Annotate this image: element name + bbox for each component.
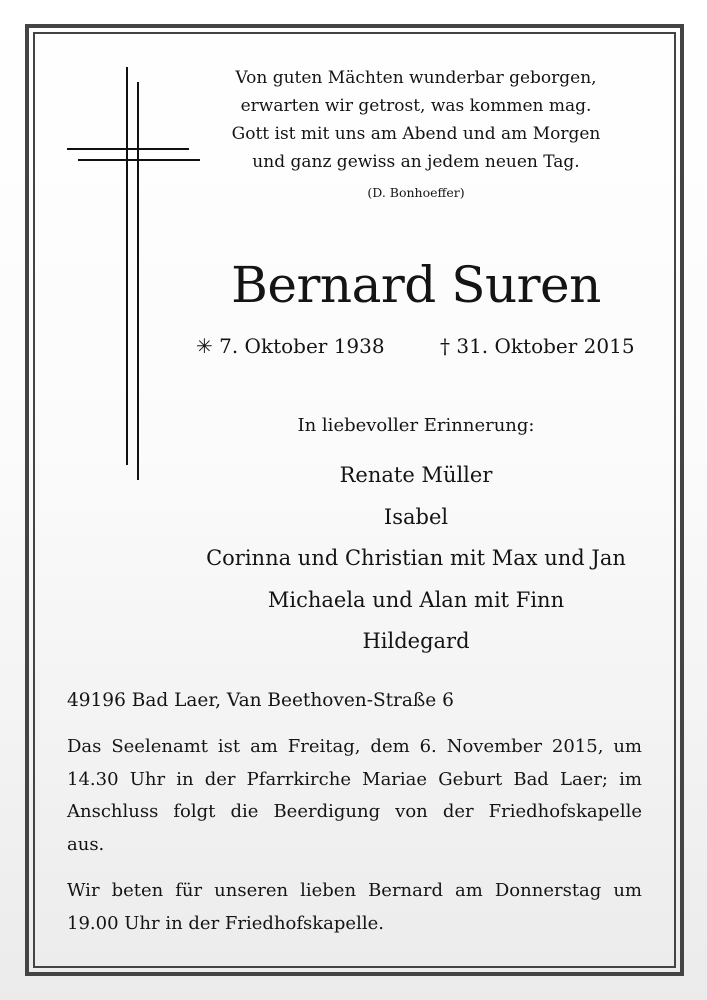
family-address: 49196 Bad Laer, Van Beethoven-Straße 6 [67,690,454,711]
mourners-list [150,455,682,663]
mourner-name: Isabel [383,504,449,529]
mourner-name: Hildegard [362,629,470,653]
poem-line: Von guten Mächten wunderbar geborgen, [235,68,597,88]
poem-line: Gott ist mit uns am Abend und am Morgen [231,124,601,144]
paragraph-line: 19.00 Uhr in der Friedhofskapelle. [67,912,384,934]
cross-vertical-line [137,82,139,480]
deceased-name: Bernard Suren [231,256,601,314]
paragraph-line: Wir beten für unseren lieben Bernard am Donnerstag um [67,880,642,901]
paragraph-line: Anschluss folgt die Beerdigung von der Friedhofskapelle [67,801,642,822]
cross-horizontal-line [78,159,200,161]
poem-line: und ganz gewiss an jedem neuen Tag. [252,152,580,172]
paragraph-line: aus. [67,833,105,855]
death-date: † 31. Oktober 2015 [440,334,635,358]
poem [190,64,642,176]
cross-vertical-line [126,67,128,465]
paragraph-line: 14.30 Uhr in der Pfarrkirche Mariae Geburt Bad Laer; im [67,768,642,790]
mourner-name: Michaela und Alan mit Finn [267,587,565,612]
birth-date: ✳ 7. Oktober 1938 [196,334,385,358]
poem-attribution: (D. Bonhoeffer) [367,185,465,200]
poem-line: erwarten wir getrost, was kommen mag. [240,96,592,116]
mourner-name: Corinna und Christian mit Max und Jan [206,546,626,570]
funeral-service-paragraph [67,731,642,861]
memorial-intro: In liebevoller Erinnerung: [297,415,535,436]
mourner-name: Renate Müller [339,463,493,487]
cross-horizontal-line [67,148,189,150]
prayer-paragraph [67,875,642,940]
paragraph-line: Das Seelenamt ist am Freitag, dem 6. November 2015, um [67,736,642,757]
